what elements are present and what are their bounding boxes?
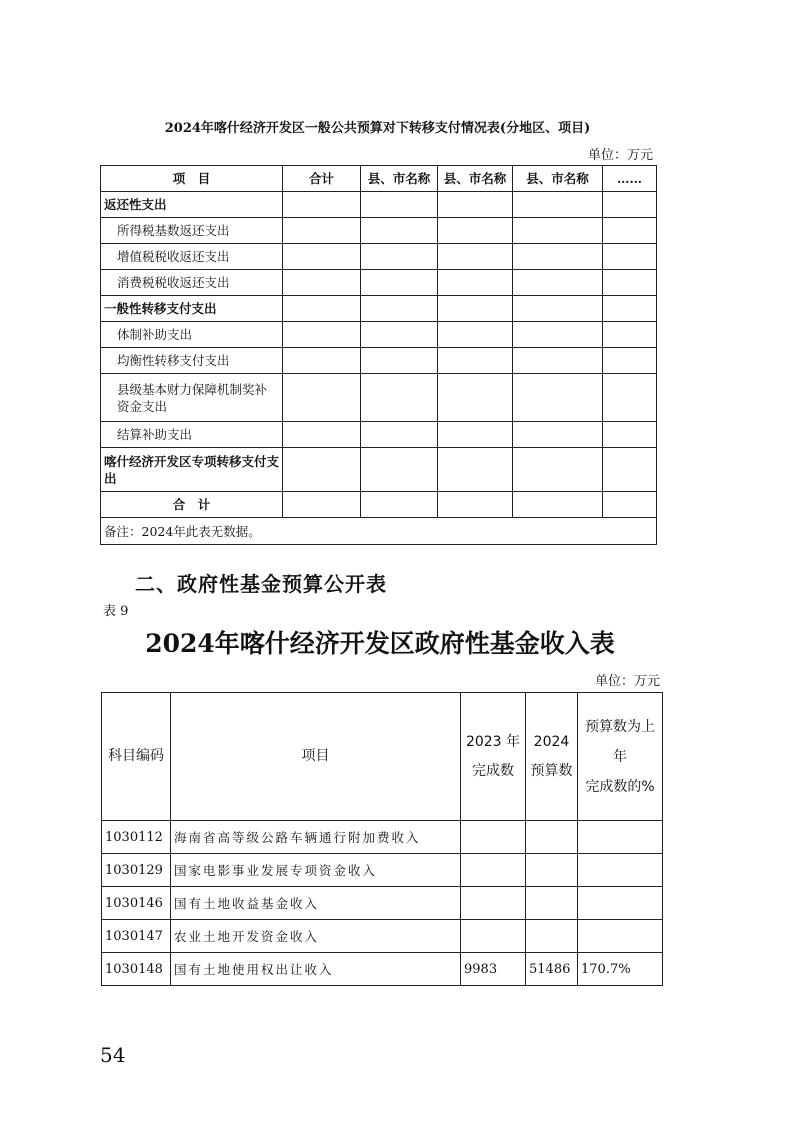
empty-cell — [603, 218, 657, 244]
empty-cell — [438, 296, 513, 322]
header-cell: …… — [603, 166, 657, 192]
y2023-cell — [461, 920, 526, 953]
pct-cell — [578, 887, 663, 920]
empty-cell — [361, 322, 438, 348]
empty-cell — [361, 192, 438, 218]
table2-unit: 单位：万元 — [594, 674, 660, 689]
empty-cell — [361, 244, 438, 270]
empty-cell — [603, 244, 657, 270]
table-row — [101, 374, 657, 422]
fund-income-table — [101, 692, 663, 986]
empty-cell — [438, 192, 513, 218]
empty-cell — [513, 322, 603, 348]
empty-cell — [283, 374, 361, 422]
empty-cell — [438, 374, 513, 422]
empty-cell — [438, 448, 513, 492]
header-pct-line1: 预算数为上 — [585, 718, 655, 735]
header-row — [102, 693, 663, 821]
empty-cell — [438, 348, 513, 374]
table-row — [101, 270, 657, 296]
header-code: 科目编码 — [102, 693, 171, 821]
table-row — [101, 296, 657, 322]
code-cell: 1030147 — [102, 920, 171, 953]
table-row — [101, 192, 657, 218]
row-label: 喀什经济开发区专项转移支付支出 — [101, 448, 283, 492]
item-cell: 国有土地使用权出让收入 — [171, 953, 461, 986]
table-row — [101, 422, 657, 448]
y2024-cell — [526, 821, 578, 854]
empty-cell — [513, 244, 603, 270]
empty-cell — [438, 492, 513, 518]
header-cell: 项 目 — [101, 166, 283, 192]
table-row — [101, 348, 657, 374]
empty-cell — [603, 322, 657, 348]
empty-cell — [361, 296, 438, 322]
item-cell: 国家电影事业发展专项资金收入 — [171, 854, 461, 887]
row-label: 所得税基数返还支出 — [101, 218, 283, 244]
empty-cell — [603, 270, 657, 296]
y2024-cell — [526, 854, 578, 887]
empty-cell — [361, 374, 438, 422]
item-cell: 农业土地开发资金收入 — [171, 920, 461, 953]
row-label: 合 计 — [101, 492, 283, 518]
table-row — [101, 322, 657, 348]
pct-cell — [578, 854, 663, 887]
row-label: 县级基本财力保障机制奖补资金支出 — [101, 374, 283, 422]
table2-title: 2024年喀什经济开发区政府性基金收入表 — [145, 629, 615, 658]
table-row — [102, 920, 663, 953]
table-row — [101, 244, 657, 270]
pct-cell — [578, 821, 663, 854]
empty-cell — [603, 296, 657, 322]
empty-cell — [283, 322, 361, 348]
row-label: 消费税税收返还支出 — [101, 270, 283, 296]
empty-cell — [603, 374, 657, 422]
table1-unit: 单位：万元 — [587, 148, 653, 163]
empty-cell — [283, 218, 361, 244]
empty-cell — [513, 422, 603, 448]
empty-cell — [513, 270, 603, 296]
empty-cell — [513, 448, 603, 492]
item-cell: 国有土地收益基金收入 — [171, 887, 461, 920]
pct-cell — [578, 920, 663, 953]
empty-cell — [513, 192, 603, 218]
table-row — [101, 218, 657, 244]
table-note: 备注：2024年此表无数据。 — [101, 518, 657, 545]
y2023-cell: 9983 — [461, 953, 526, 986]
row-label: 体制补助支出 — [101, 322, 283, 348]
empty-cell — [361, 492, 438, 518]
header-pct-line2: 年 — [613, 748, 627, 765]
y2024-cell — [526, 920, 578, 953]
table-row — [101, 492, 657, 518]
empty-cell — [438, 218, 513, 244]
empty-cell — [283, 244, 361, 270]
header-2024-line1: 2024 — [533, 733, 570, 750]
empty-cell — [513, 296, 603, 322]
y2023-cell — [461, 854, 526, 887]
empty-cell — [603, 192, 657, 218]
empty-cell — [283, 348, 361, 374]
empty-cell — [283, 270, 361, 296]
empty-cell — [513, 492, 603, 518]
empty-cell — [361, 270, 438, 296]
empty-cell — [283, 192, 361, 218]
empty-cell — [361, 422, 438, 448]
empty-cell — [438, 422, 513, 448]
empty-cell — [603, 448, 657, 492]
header-2023-line1: 2023 年 — [465, 733, 521, 750]
item-cell: 海南省高等级公路车辆通行附加费收入 — [171, 821, 461, 854]
table-label: 表 9 — [103, 604, 129, 619]
y2023-cell — [461, 821, 526, 854]
empty-cell — [603, 348, 657, 374]
empty-cell — [361, 218, 438, 244]
table-row — [102, 854, 663, 887]
empty-cell — [513, 348, 603, 374]
empty-cell — [603, 492, 657, 518]
empty-cell — [438, 322, 513, 348]
header-2023-line2: 完成数 — [472, 762, 514, 779]
empty-cell — [361, 348, 438, 374]
empty-cell — [603, 422, 657, 448]
header-pct-line3: 完成数的% — [585, 778, 655, 795]
empty-cell — [513, 218, 603, 244]
table-row — [102, 953, 663, 986]
empty-cell — [283, 448, 361, 492]
row-label: 结算补助支出 — [101, 422, 283, 448]
empty-cell — [283, 492, 361, 518]
row-label: 返还性支出 — [101, 192, 283, 218]
row-label: 增值税税收返还支出 — [101, 244, 283, 270]
table-row — [102, 821, 663, 854]
header-row — [101, 166, 657, 192]
header-cell: 县、市名称 — [513, 166, 603, 192]
row-label: 均衡性转移支付支出 — [101, 348, 283, 374]
empty-cell — [438, 270, 513, 296]
empty-cell — [361, 448, 438, 492]
page-number: 54 — [100, 1043, 126, 1067]
y2023-cell — [461, 887, 526, 920]
section-heading: 二、政府性基金预算公开表 — [135, 572, 387, 596]
header-item: 项目 — [171, 693, 461, 821]
row-label: 一般性转移支付支出 — [101, 296, 283, 322]
code-cell: 1030129 — [102, 854, 171, 887]
table1-title: 2024年喀什经济开发区一般公共预算对下转移支付情况表(分地区、项目) — [164, 121, 591, 136]
empty-cell — [283, 296, 361, 322]
y2024-cell: 51486 — [526, 953, 578, 986]
empty-cell — [513, 374, 603, 422]
code-cell: 1030148 — [102, 953, 171, 986]
note-row — [101, 518, 657, 545]
empty-cell — [438, 244, 513, 270]
pct-cell: 170.7% — [578, 953, 663, 986]
y2024-cell — [526, 887, 578, 920]
code-cell: 1030146 — [102, 887, 171, 920]
header-cell: 合计 — [283, 166, 361, 192]
header-cell: 县、市名称 — [438, 166, 513, 192]
table-row — [102, 887, 663, 920]
table-row — [101, 448, 657, 492]
header-cell: 县、市名称 — [361, 166, 438, 192]
header-2024-line2: 预算数 — [530, 762, 573, 779]
transfer-payment-table — [100, 165, 657, 545]
empty-cell — [283, 422, 361, 448]
code-cell: 1030112 — [102, 821, 171, 854]
